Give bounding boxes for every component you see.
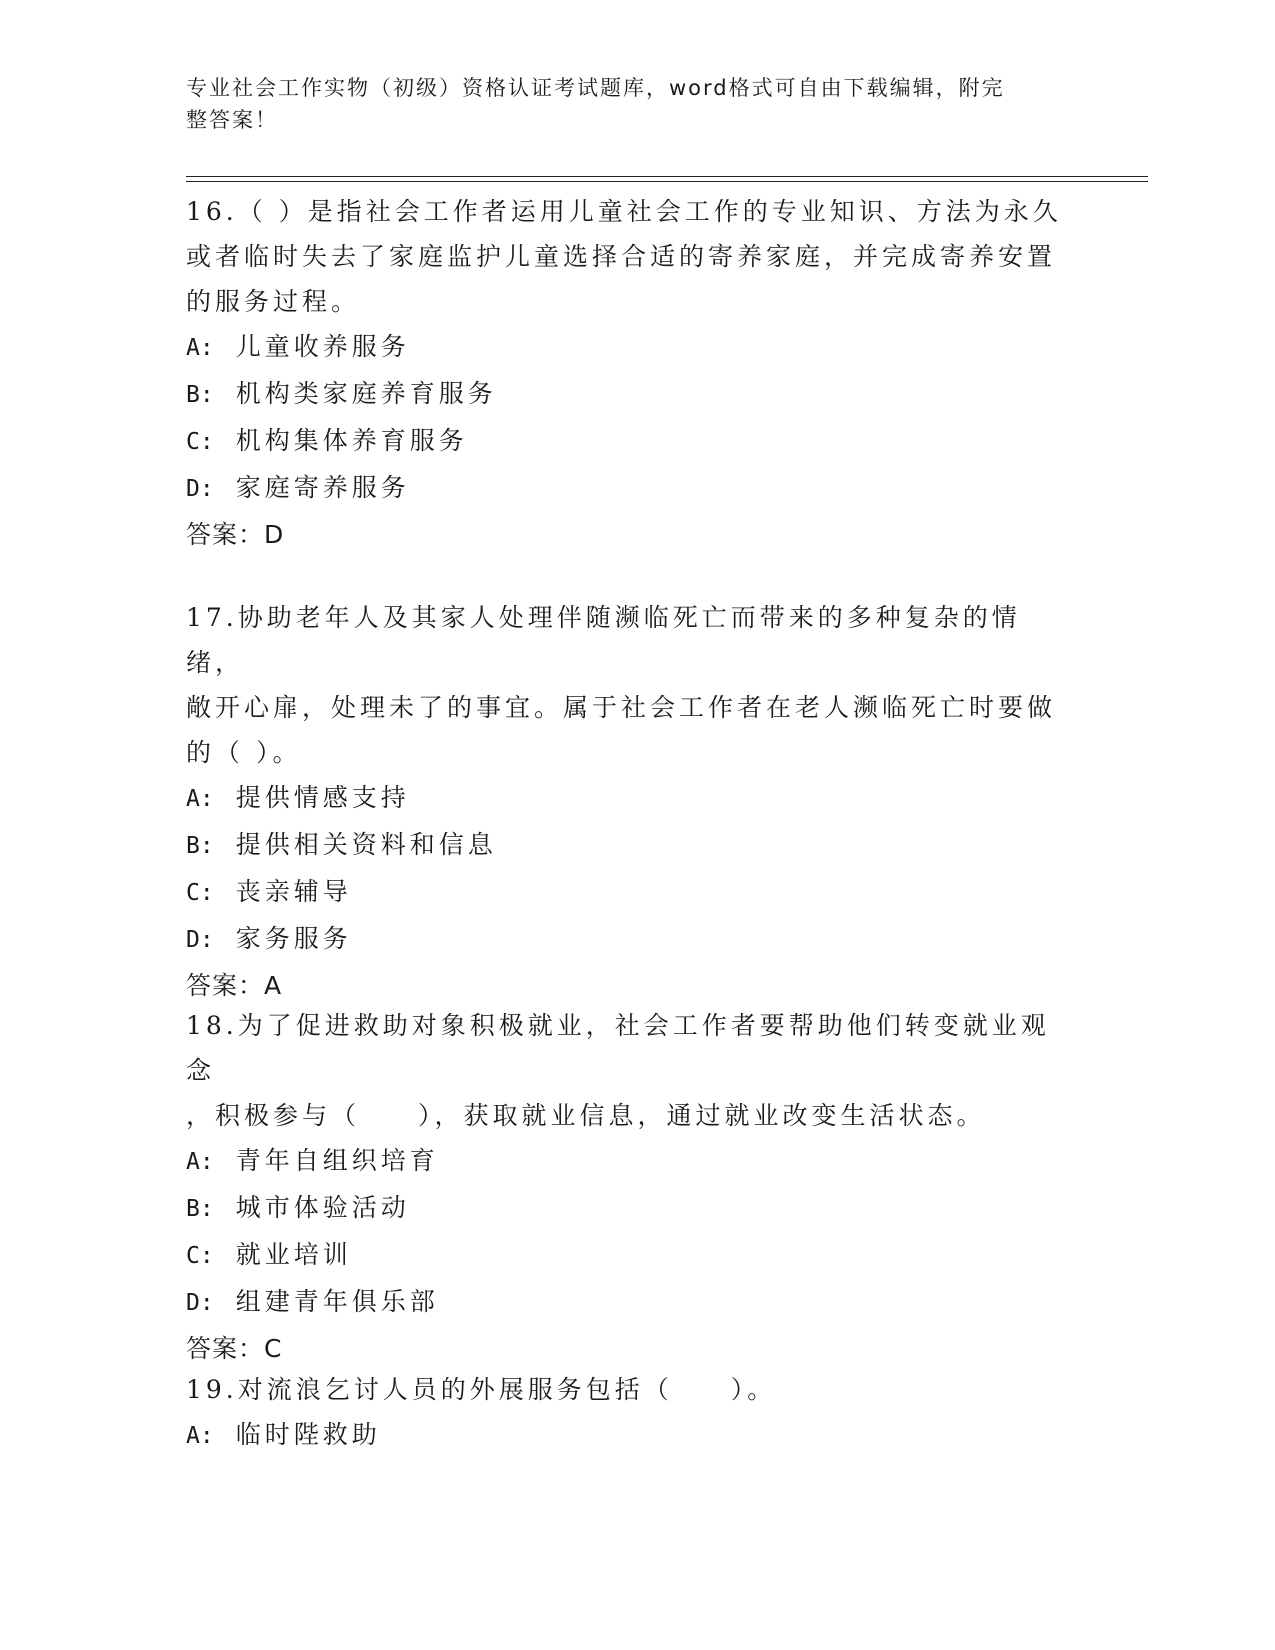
question-19 bbox=[186, 1367, 1066, 1459]
question-17 bbox=[186, 595, 1066, 1008]
answer-line: 答案：C bbox=[186, 1334, 283, 1363]
option-a bbox=[186, 324, 1066, 371]
option-key: C: bbox=[186, 1243, 214, 1269]
question-text-line: 的（ ）。 bbox=[186, 738, 302, 767]
option-d bbox=[186, 465, 1066, 512]
option-b bbox=[186, 1185, 1066, 1232]
option-key: D: bbox=[186, 476, 214, 502]
answer-line: 答案：A bbox=[186, 971, 283, 1000]
option-text: 青年自组织培育 bbox=[235, 1146, 439, 1175]
option-d bbox=[186, 916, 1066, 963]
question-text-line: ，积极参与（ ），获取就业信息，通过就业改变生活状态。 bbox=[186, 1101, 986, 1130]
option-c bbox=[186, 1232, 1066, 1279]
option-key: D: bbox=[186, 1290, 214, 1316]
option-text: 提供相关资料和信息 bbox=[235, 830, 497, 859]
option-key: A: bbox=[186, 1423, 214, 1449]
option-text: 临时陛救助 bbox=[235, 1420, 381, 1449]
header-divider-top bbox=[186, 176, 1148, 177]
header-divider-bottom bbox=[186, 181, 1148, 182]
question-18 bbox=[186, 1003, 1066, 1371]
option-text: 家务服务 bbox=[235, 924, 352, 953]
option-text: 儿童收养服务 bbox=[235, 332, 410, 361]
option-a bbox=[186, 775, 1066, 822]
option-text: 就业培训 bbox=[235, 1240, 352, 1269]
question-text-line: 16.（ ）是指社会工作者运用儿童社会工作的专业知识、方法为永久 bbox=[186, 197, 1062, 226]
answer-line: 答案：D bbox=[186, 520, 285, 549]
option-key: A: bbox=[186, 1149, 214, 1175]
option-d bbox=[186, 1279, 1066, 1326]
option-text: 丧亲辅导 bbox=[235, 877, 352, 906]
option-text: 家庭寄养服务 bbox=[235, 473, 410, 502]
option-c bbox=[186, 869, 1066, 916]
option-key: B: bbox=[186, 833, 214, 859]
question-text-line: 17.协助老年人及其家人处理伴随濒临死亡而带来的多种复杂的情绪， bbox=[186, 603, 1021, 677]
question-text-line: 19.对流浪乞讨人员的外展服务包括（ ）。 bbox=[186, 1375, 777, 1404]
option-c bbox=[186, 418, 1066, 465]
option-text: 机构集体养育服务 bbox=[235, 426, 468, 455]
question-text-line: 的服务过程。 bbox=[186, 287, 361, 316]
option-key: A: bbox=[186, 335, 214, 361]
option-key: C: bbox=[186, 429, 214, 455]
option-a bbox=[186, 1412, 1066, 1459]
option-b bbox=[186, 822, 1066, 869]
question-text-line: 敞开心扉，处理未了的事宜。属于社会工作者在老人濒临死亡时要做 bbox=[186, 693, 1057, 722]
option-key: A: bbox=[186, 786, 214, 812]
page-header bbox=[186, 72, 1066, 136]
question-text-line: 或者临时失去了家庭监护儿童选择合适的寄养家庭，并完成寄养安置 bbox=[186, 242, 1057, 271]
option-key: D: bbox=[186, 927, 214, 953]
header-line-2: 整答案！ bbox=[186, 108, 278, 132]
option-key: B: bbox=[186, 1196, 214, 1222]
option-key: C: bbox=[186, 880, 214, 906]
option-text: 提供情感支持 bbox=[235, 783, 410, 812]
option-a bbox=[186, 1138, 1066, 1185]
option-key: B: bbox=[186, 382, 214, 408]
header-line-1: 专业社会工作实物（初级）资格认证考试题库，word格式可自由下载编辑，附完 bbox=[186, 76, 1005, 100]
option-text: 组建青年俱乐部 bbox=[235, 1287, 439, 1316]
question-16 bbox=[186, 189, 1066, 557]
question-text-line: 18.为了促进救助对象积极就业，社会工作者要帮助他们转变就业观念 bbox=[186, 1011, 1050, 1085]
option-text: 机构类家庭养育服务 bbox=[235, 379, 497, 408]
option-b bbox=[186, 371, 1066, 418]
option-text: 城市体验活动 bbox=[235, 1193, 410, 1222]
